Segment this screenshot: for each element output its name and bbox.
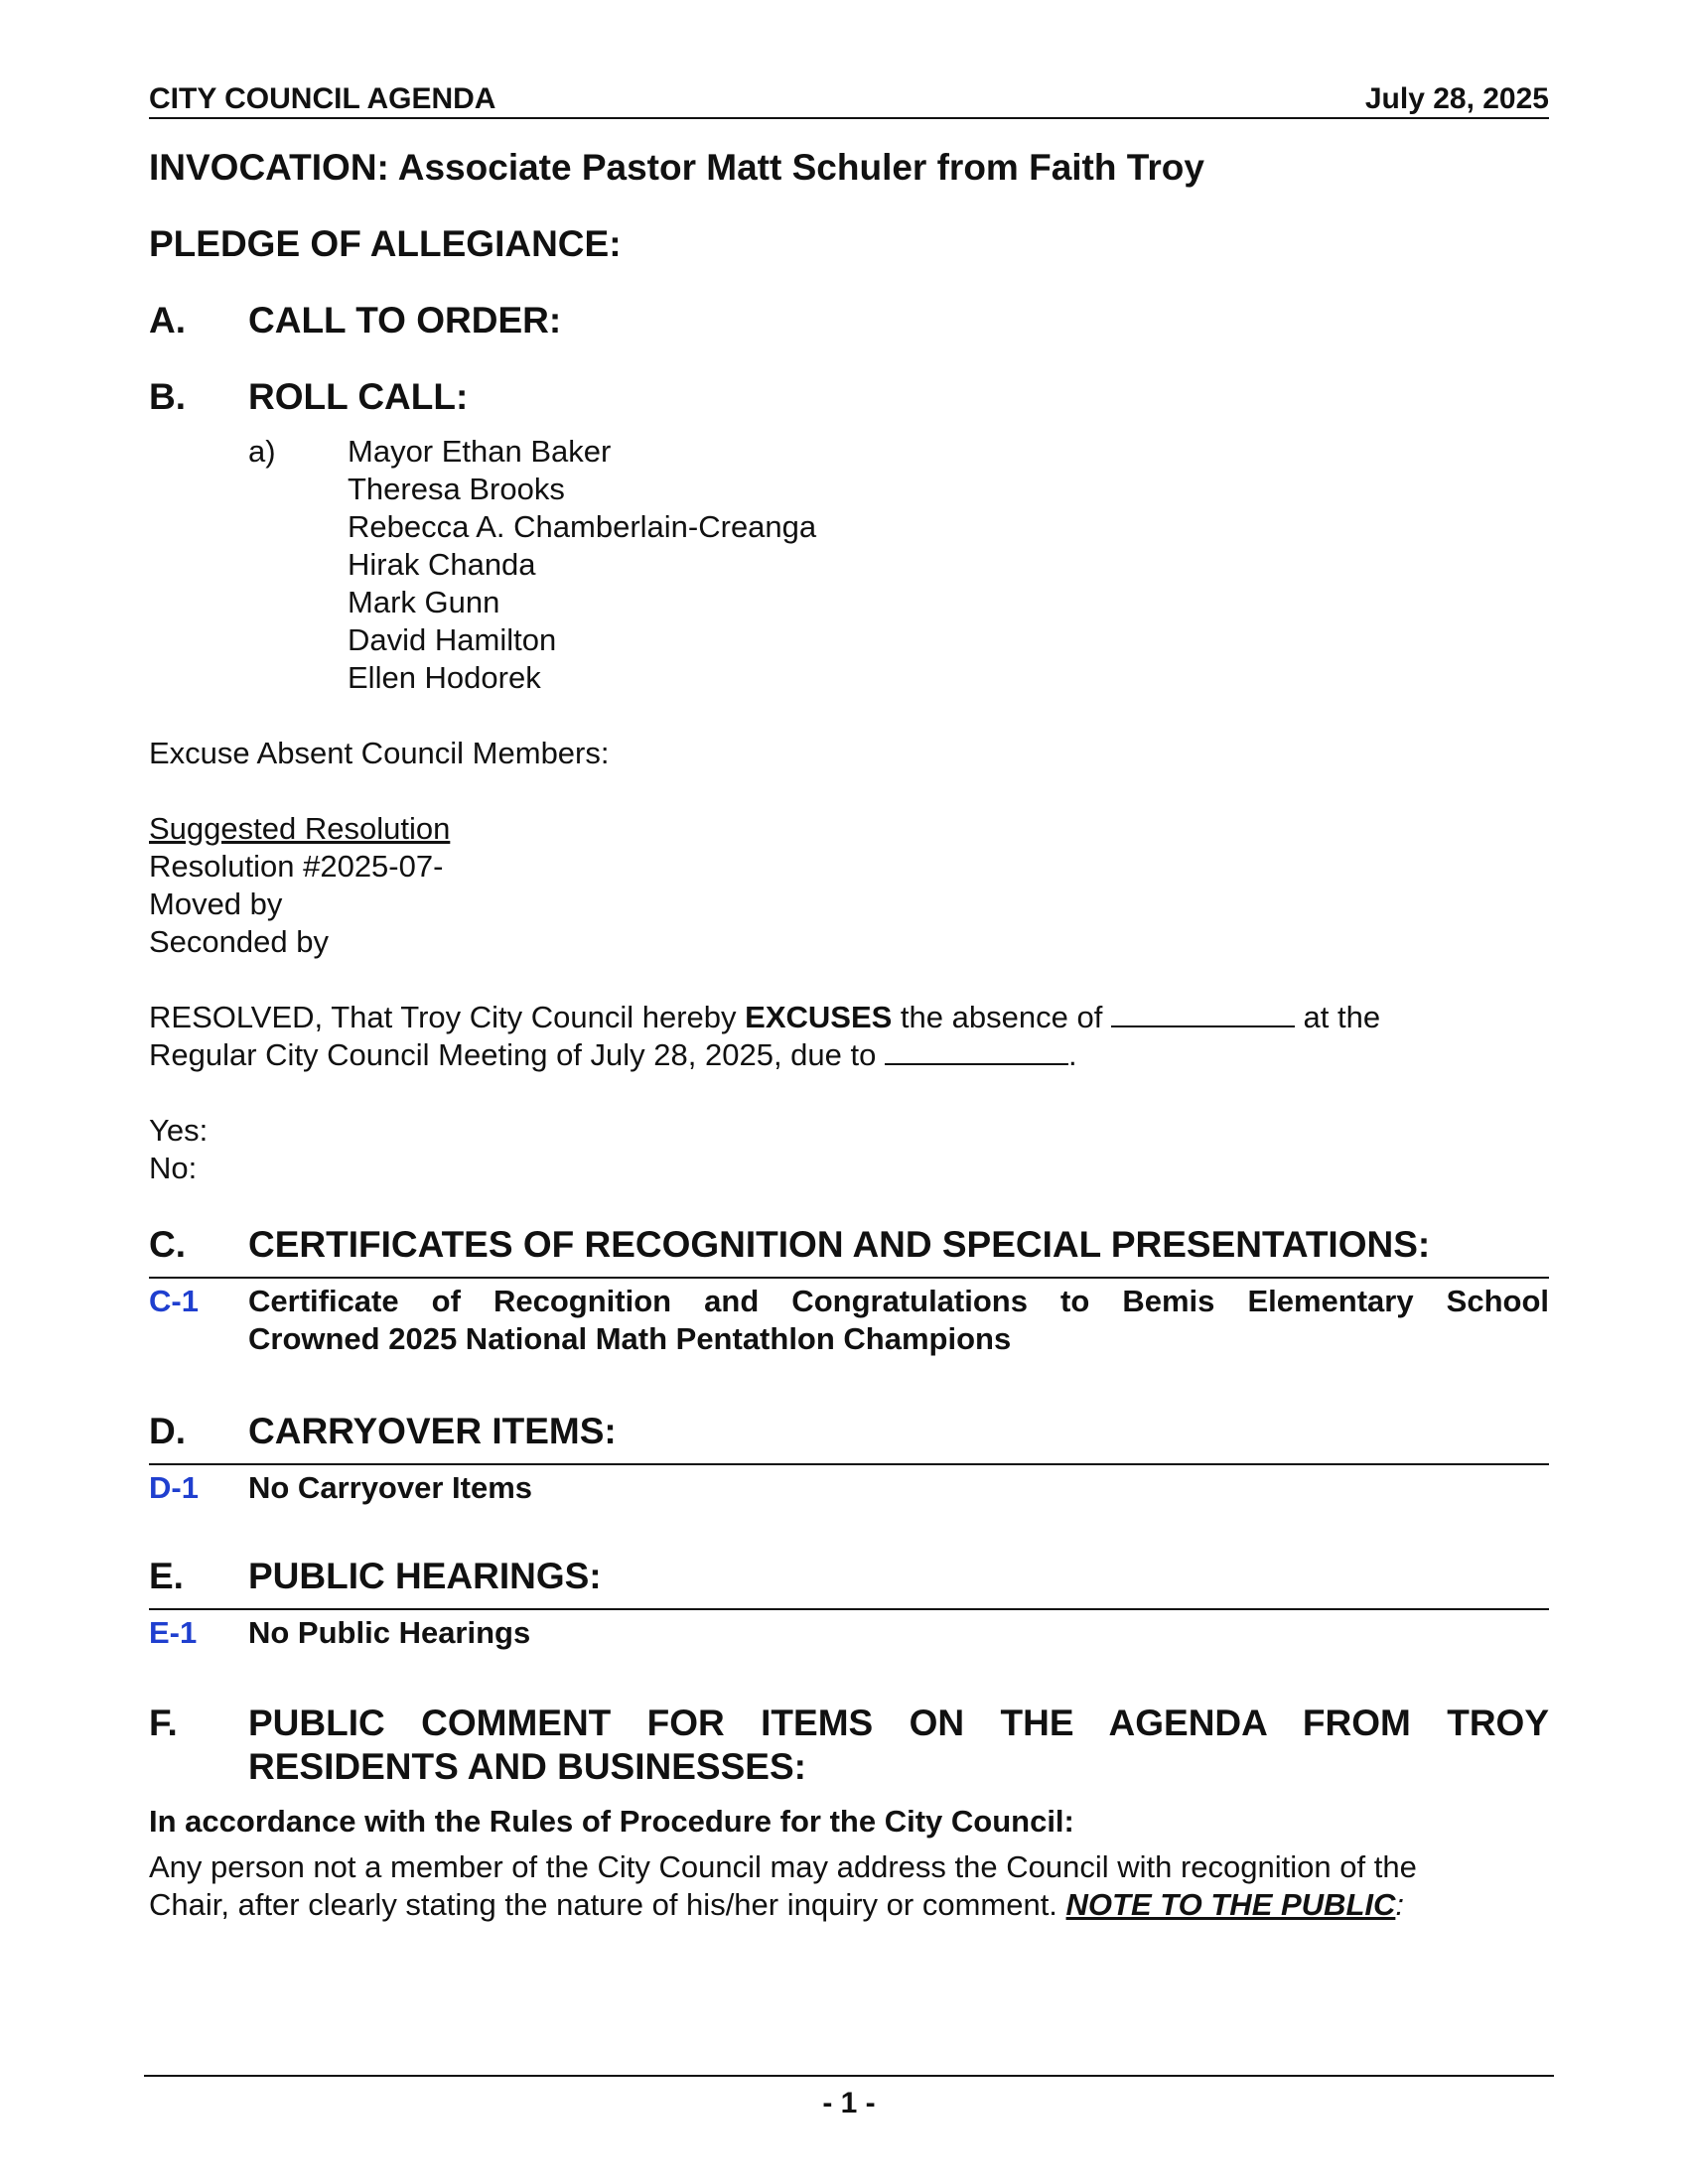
public-comment-line1: Any person not a member of the City Council may address the Council with recognition of the (149, 1849, 1417, 1884)
item-d1-text: No Carryover Items (248, 1470, 533, 1505)
absence-name-blank (1111, 1000, 1295, 1027)
resolution-text-part2: the absence of (892, 1000, 1111, 1034)
section-f-title-line1: PUBLIC COMMENT FOR ITEMS ON THE AGENDA FROM TROY (248, 1703, 1549, 1743)
section-d-title: CARRYOVER ITEMS: (248, 1411, 617, 1451)
item-e1-text: No Public Hearings (248, 1615, 531, 1650)
member-name: Mark Gunn (348, 585, 500, 619)
section-f-letter: F. (149, 1703, 178, 1743)
header-title: CITY COUNCIL AGENDA (149, 82, 496, 115)
roll-call-label: a) (248, 434, 276, 469)
resolution-text-part3: at the (1294, 1000, 1381, 1034)
moved-by: Moved by (149, 887, 283, 921)
note-to-public: NOTE TO THE PUBLIC (1065, 1887, 1396, 1922)
vote-no: No: (149, 1151, 198, 1185)
invocation-heading: INVOCATION: Associate Pastor Matt Schuler from Faith Troy (149, 147, 1204, 188)
resolution-text-bold: EXCUSES (745, 1000, 893, 1034)
section-f-title (248, 1702, 1549, 1789)
section-b-title: ROLL CALL: (248, 376, 469, 417)
item-d1 (149, 1469, 1549, 1507)
member-name: Ellen Hodorek (348, 660, 541, 695)
public-comment-line2: Chair, after clearly stating the nature of his/her inquiry or comment. (149, 1887, 1066, 1922)
suggested-resolution-label: Suggested Resolution (149, 811, 451, 846)
section-a (149, 299, 1549, 342)
member-name: Hirak Chanda (348, 547, 536, 582)
section-d-letter: D. (149, 1411, 186, 1451)
excuse-heading: Excuse Absent Council Members: (149, 736, 610, 770)
section-c-title: CERTIFICATES OF RECOGNITION AND SPECIAL PRESENTATIONS: (248, 1224, 1431, 1265)
item-d1-code[interactable]: D-1 (149, 1470, 199, 1505)
member-name: Theresa Brooks (348, 472, 565, 506)
section-a-letter: A. (149, 300, 186, 341)
section-a-title: CALL TO ORDER: (248, 300, 562, 341)
public-comment-text (149, 1848, 1549, 1924)
section-b (149, 375, 1549, 419)
section-f-title-line2: RESIDENTS AND BUSINESSES: (248, 1746, 806, 1787)
vote-yes: Yes: (149, 1113, 209, 1148)
item-e1-code[interactable]: E-1 (149, 1615, 198, 1650)
resolution-text-end: . (1067, 1037, 1077, 1072)
seconded-by: Seconded by (149, 924, 329, 959)
header-date: July 28, 2025 (1364, 82, 1549, 115)
section-b-letter: B. (149, 376, 186, 417)
section-d (149, 1410, 1549, 1465)
section-e-letter: E. (149, 1556, 184, 1596)
note-colon: : (1395, 1887, 1404, 1922)
resolution-text-part1: RESOLVED, That Troy City Council hereby (149, 1000, 746, 1034)
item-c1-line1: Certificate of Recognition and Congratulations to Bemis Elementary School (248, 1284, 1549, 1318)
section-c (149, 1223, 1549, 1279)
member-name: Mayor Ethan Baker (348, 434, 612, 469)
roll-call-members (348, 433, 816, 697)
page-footer (144, 2075, 1554, 2120)
member-name: Rebecca A. Chamberlain-Creanga (348, 509, 817, 544)
resolution-number: Resolution #2025-07- (149, 849, 444, 884)
section-c-letter: C. (149, 1224, 186, 1265)
item-e1 (149, 1614, 1549, 1652)
pledge-heading: PLEDGE OF ALLEGIANCE: (149, 223, 622, 264)
resolution-text (149, 999, 1549, 1074)
item-c1-code[interactable]: C-1 (149, 1284, 199, 1318)
page-number: - 1 - (822, 2087, 876, 2119)
vote-block (149, 1112, 1549, 1187)
resolution-text-line2: Regular City Council Meeting of July 28, 2025, due to (149, 1037, 885, 1072)
page-header (149, 77, 1549, 119)
roll-call-list (248, 433, 1549, 697)
section-f (149, 1702, 1549, 1789)
item-c1-text (248, 1283, 1549, 1358)
section-e (149, 1555, 1549, 1610)
resolution-block (149, 810, 1549, 961)
agenda-page (149, 77, 1549, 1924)
item-c1 (149, 1283, 1549, 1358)
member-name: David Hamilton (348, 622, 557, 657)
public-comment-heading: In accordance with the Rules of Procedure for the City Council: (149, 1804, 1074, 1839)
item-c1-line2: Crowned 2025 National Math Pentathlon Champions (248, 1321, 1012, 1356)
section-e-title: PUBLIC HEARINGS: (248, 1556, 602, 1596)
absence-reason-blank (885, 1037, 1068, 1065)
